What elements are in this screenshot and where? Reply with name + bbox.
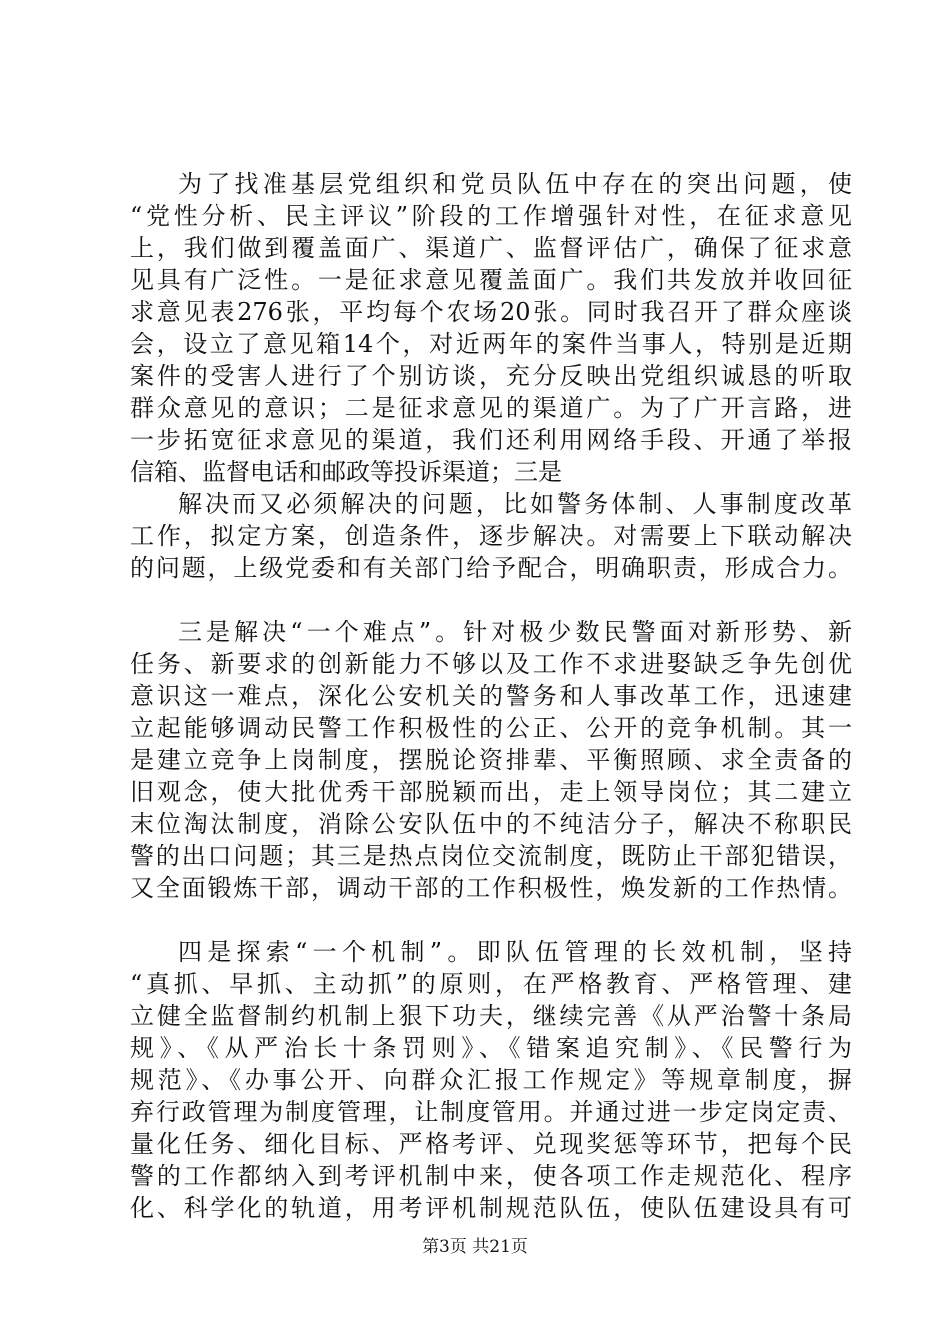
text-line: 化、科学化的轨道，用考评机制规范队伍，使队伍建设具有可 [130, 1194, 852, 1222]
text-line: “真抓、早抓、主动抓”的原则，在严格教育、严格管理、建 [130, 970, 852, 998]
text-line: 又全面锻炼干部，调动干部的工作积极性，焕发新的工作热情。 [130, 874, 852, 902]
text-line: 为了找准基层党组织和党员队伍中存在的突出问题，使 [178, 170, 852, 198]
text-line: 旧观念，使大批优秀干部脱颖而出，走上领导岗位；其二建立 [130, 778, 852, 806]
text-line: 一步拓宽征求意见的渠道，我们还利用网络手段、开通了举报 [130, 426, 852, 454]
text-line: 会，设立了意见箱14个，对近两年的案件当事人，特别是近期 [130, 330, 852, 358]
text-line: 求意见表276张，平均每个农场20张。同时我召开了群众座谈 [130, 298, 852, 326]
paragraph-gap [130, 904, 852, 936]
text-line: 上，我们做到覆盖面广、渠道广、监督评估广，确保了征求意 [130, 234, 852, 262]
page-number-footer: 第3页 共21页 [422, 1237, 528, 1257]
text-line: 案件的受害人进行了个别访谈，充分反映出党组织诚恳的听取 [130, 362, 852, 390]
text-line: 四是探索“一个机制”。即队伍管理的长效机制，坚持 [178, 938, 852, 966]
text-line: 群众意见的意识；二是征求意见的渠道广。为了广开言路，进 [130, 394, 852, 422]
text-line: 解决而又必须解决的问题，比如警务体制、人事制度改革 [178, 490, 852, 518]
paragraph-4 [130, 936, 852, 1224]
text-line: 信箱、监督电话和邮政等投诉渠道；三是 [130, 458, 562, 486]
text-line: 立起能够调动民警工作积极性的公正、公开的竞争机制。其一 [130, 714, 852, 742]
paragraph-gap [130, 584, 852, 616]
paragraph-3 [130, 616, 852, 904]
text-line: 三是解决“一个难点”。针对极少数民警面对新形势、新 [178, 618, 852, 646]
paragraph-2 [130, 488, 852, 584]
text-line: 的问题，上级党委和有关部门给予配合，明确职责，形成合力。 [130, 554, 852, 582]
text-line: 警的出口问题；其三是热点岗位交流制度，既防止干部犯错误， [130, 842, 852, 870]
text-line: 是建立竞争上岗制度，摆脱论资排辈、平衡照顾、求全责备的 [130, 746, 852, 774]
text-line: 立健全监督制约机制上狠下功夫，继续完善《从严治警十条局 [130, 1002, 852, 1030]
text-line: 工作，拟定方案，创造条件，逐步解决。对需要上下联动解决 [130, 522, 852, 550]
text-line: “党性分析、民主评议”阶段的工作增强针对性，在征求意见 [130, 202, 852, 230]
text-line: 见具有广泛性。一是征求意见覆盖面广。我们共发放并收回征 [130, 266, 852, 294]
document-body [130, 168, 852, 1224]
text-line: 规》、《从严治长十条罚则》、《错案追究制》、《民警行为 [130, 1034, 852, 1062]
text-line: 警的工作都纳入到考评机制中来，使各项工作走规范化、程序 [130, 1162, 852, 1190]
text-line: 弃行政管理为制度管理，让制度管用。并通过进一步定岗定责、 [130, 1098, 852, 1126]
text-line: 末位淘汰制度，消除公安队伍中的不纯洁分子，解决不称职民 [130, 810, 852, 838]
text-line: 规范》、《办事公开、向群众汇报工作规定》等规章制度，摒 [130, 1066, 852, 1094]
paragraph-1 [130, 168, 852, 488]
text-line: 意识这一难点，深化公安机关的警务和人事改革工作，迅速建 [130, 682, 852, 710]
text-line: 量化任务、细化目标、严格考评、兑现奖惩等环节，把每个民 [130, 1130, 852, 1158]
text-line: 任务、新要求的创新能力不够以及工作不求进娶缺乏争先创优 [130, 650, 852, 678]
